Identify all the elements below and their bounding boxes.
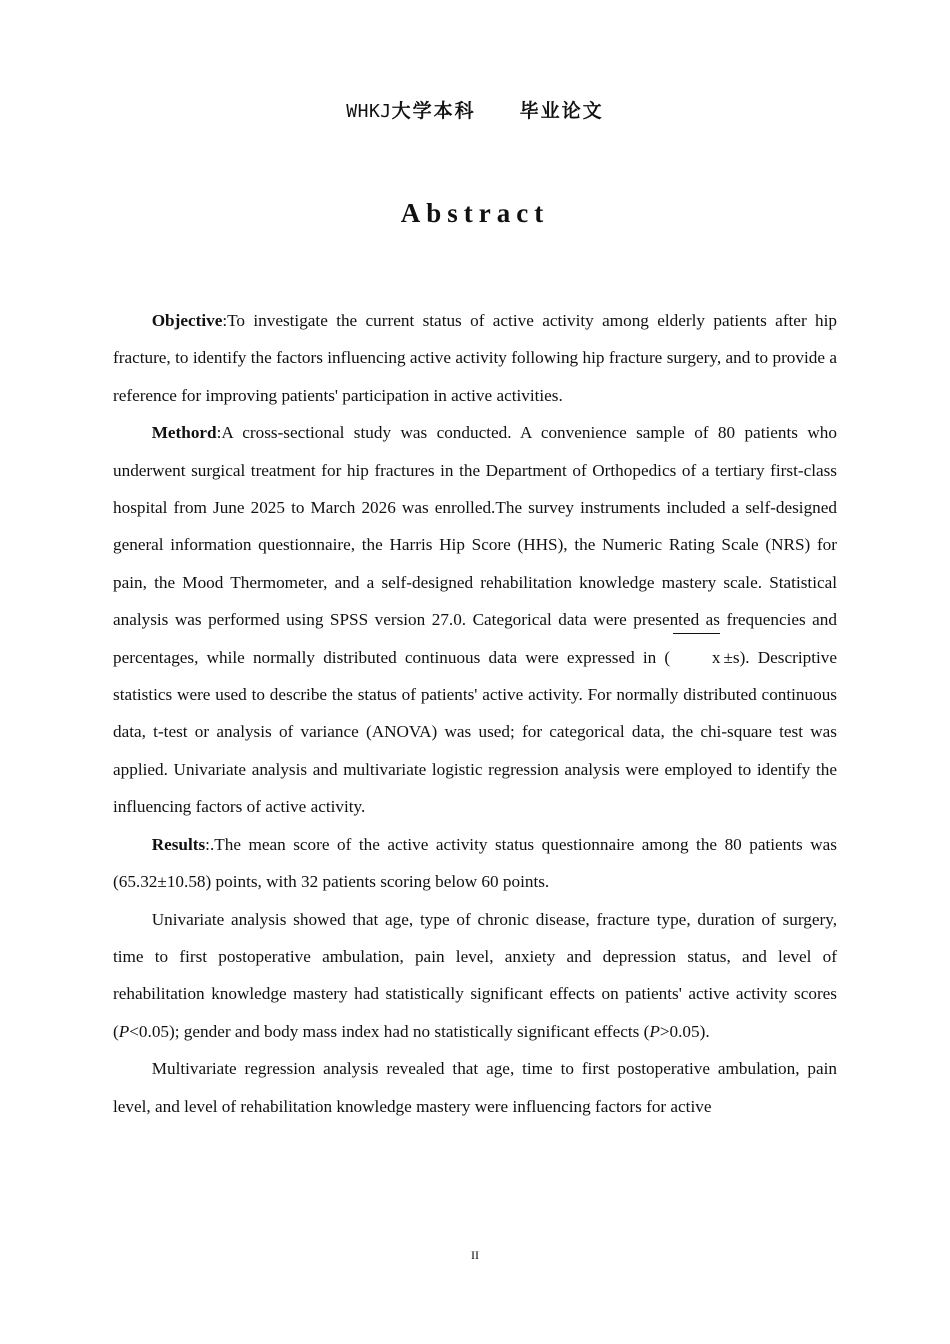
header-thesis-label: 毕业论文 bbox=[519, 100, 604, 122]
results-text: :.The mean score of the active activity status questionnaire among the 80 patients was (65.32±10.58) points, with 32 patients scoring below 60 points. bbox=[113, 834, 837, 892]
multivariate-text: Multivariate regression analysis revealed that age, time to first postoperative ambulation, pain level, and level of rehabilitation knowledge mastery were influencing factors for active bbox=[113, 1059, 837, 1116]
results-paragraph bbox=[113, 826, 837, 901]
multivariate-paragraph bbox=[113, 1050, 837, 1125]
method-text-after: ). Descriptive statistics were used to describe the status of patients' active activity. For normally distributed continuous data, t-test or analysis of variance (ANOVA) was used; for categorical data, the chi-square test was applied. Univariate analysis and multivariate logistic regression analysis were employed to identify the influencing factors of active activity. bbox=[113, 647, 837, 817]
univariate-text-1: Univariate analysis showed that age, type of chronic disease, fracture type, duration of surgery, time to first postoperative ambulation, pain level, anxiety and depression status, and level of rehabilitation knowledge mastery had statistically significant effects on patients' active activity scores ( bbox=[113, 909, 837, 1041]
abstract-body bbox=[113, 302, 837, 1125]
plus-minus-symbol: ±s bbox=[723, 647, 740, 667]
method-paragraph bbox=[113, 414, 837, 825]
univariate-text-2: <0.05); gender and body mass index had no statistically significant effects ( bbox=[129, 1021, 650, 1041]
page-number: II bbox=[471, 1248, 479, 1262]
results-label: Results bbox=[151, 834, 206, 854]
objective-label: Objective bbox=[151, 311, 223, 330]
method-label: Methord bbox=[151, 423, 217, 443]
univariate-text-3: >0.05). bbox=[659, 1021, 710, 1041]
page-header bbox=[0, 96, 950, 123]
abstract-title: Abstract bbox=[400, 198, 550, 228]
header-degree-level: 大学本科 bbox=[391, 100, 476, 122]
objective-paragraph bbox=[113, 302, 837, 414]
p-value-symbol: P bbox=[649, 1021, 660, 1041]
univariate-paragraph bbox=[113, 901, 837, 1051]
method-text-before: :A cross-sectional study was conducted. A convenience sample of 80 patients who underwent surgical treatment for hip fractures in the Department of Orthopedics of a tertiary first-class hospital from June 2025 to March 2026 was enrolled.The survey instruments included a self-designed general information questionnaire, the Harris Hip Score (HHS), the Numeric Rating Scale (NRS) for pain, the Mood Thermometer, and a self-designed rehabilitation knowledge mastery scale. Statistical analysis was performed using SPSS version 27.0. Categorical data were presented as frequencies and percentages, while normally distributed continuous data were expressed in ( bbox=[113, 423, 837, 667]
header-org: WHKJ bbox=[346, 101, 392, 122]
p-value-symbol: P bbox=[118, 1021, 130, 1041]
objective-text: :To investigate the current status of active activity among elderly patients after hip fracture, to identify the factors influencing active activity following hip fracture surgery, and to provide a reference for improving patients' participation in active activities. bbox=[113, 311, 837, 405]
mean-symbol: x bbox=[670, 639, 723, 676]
